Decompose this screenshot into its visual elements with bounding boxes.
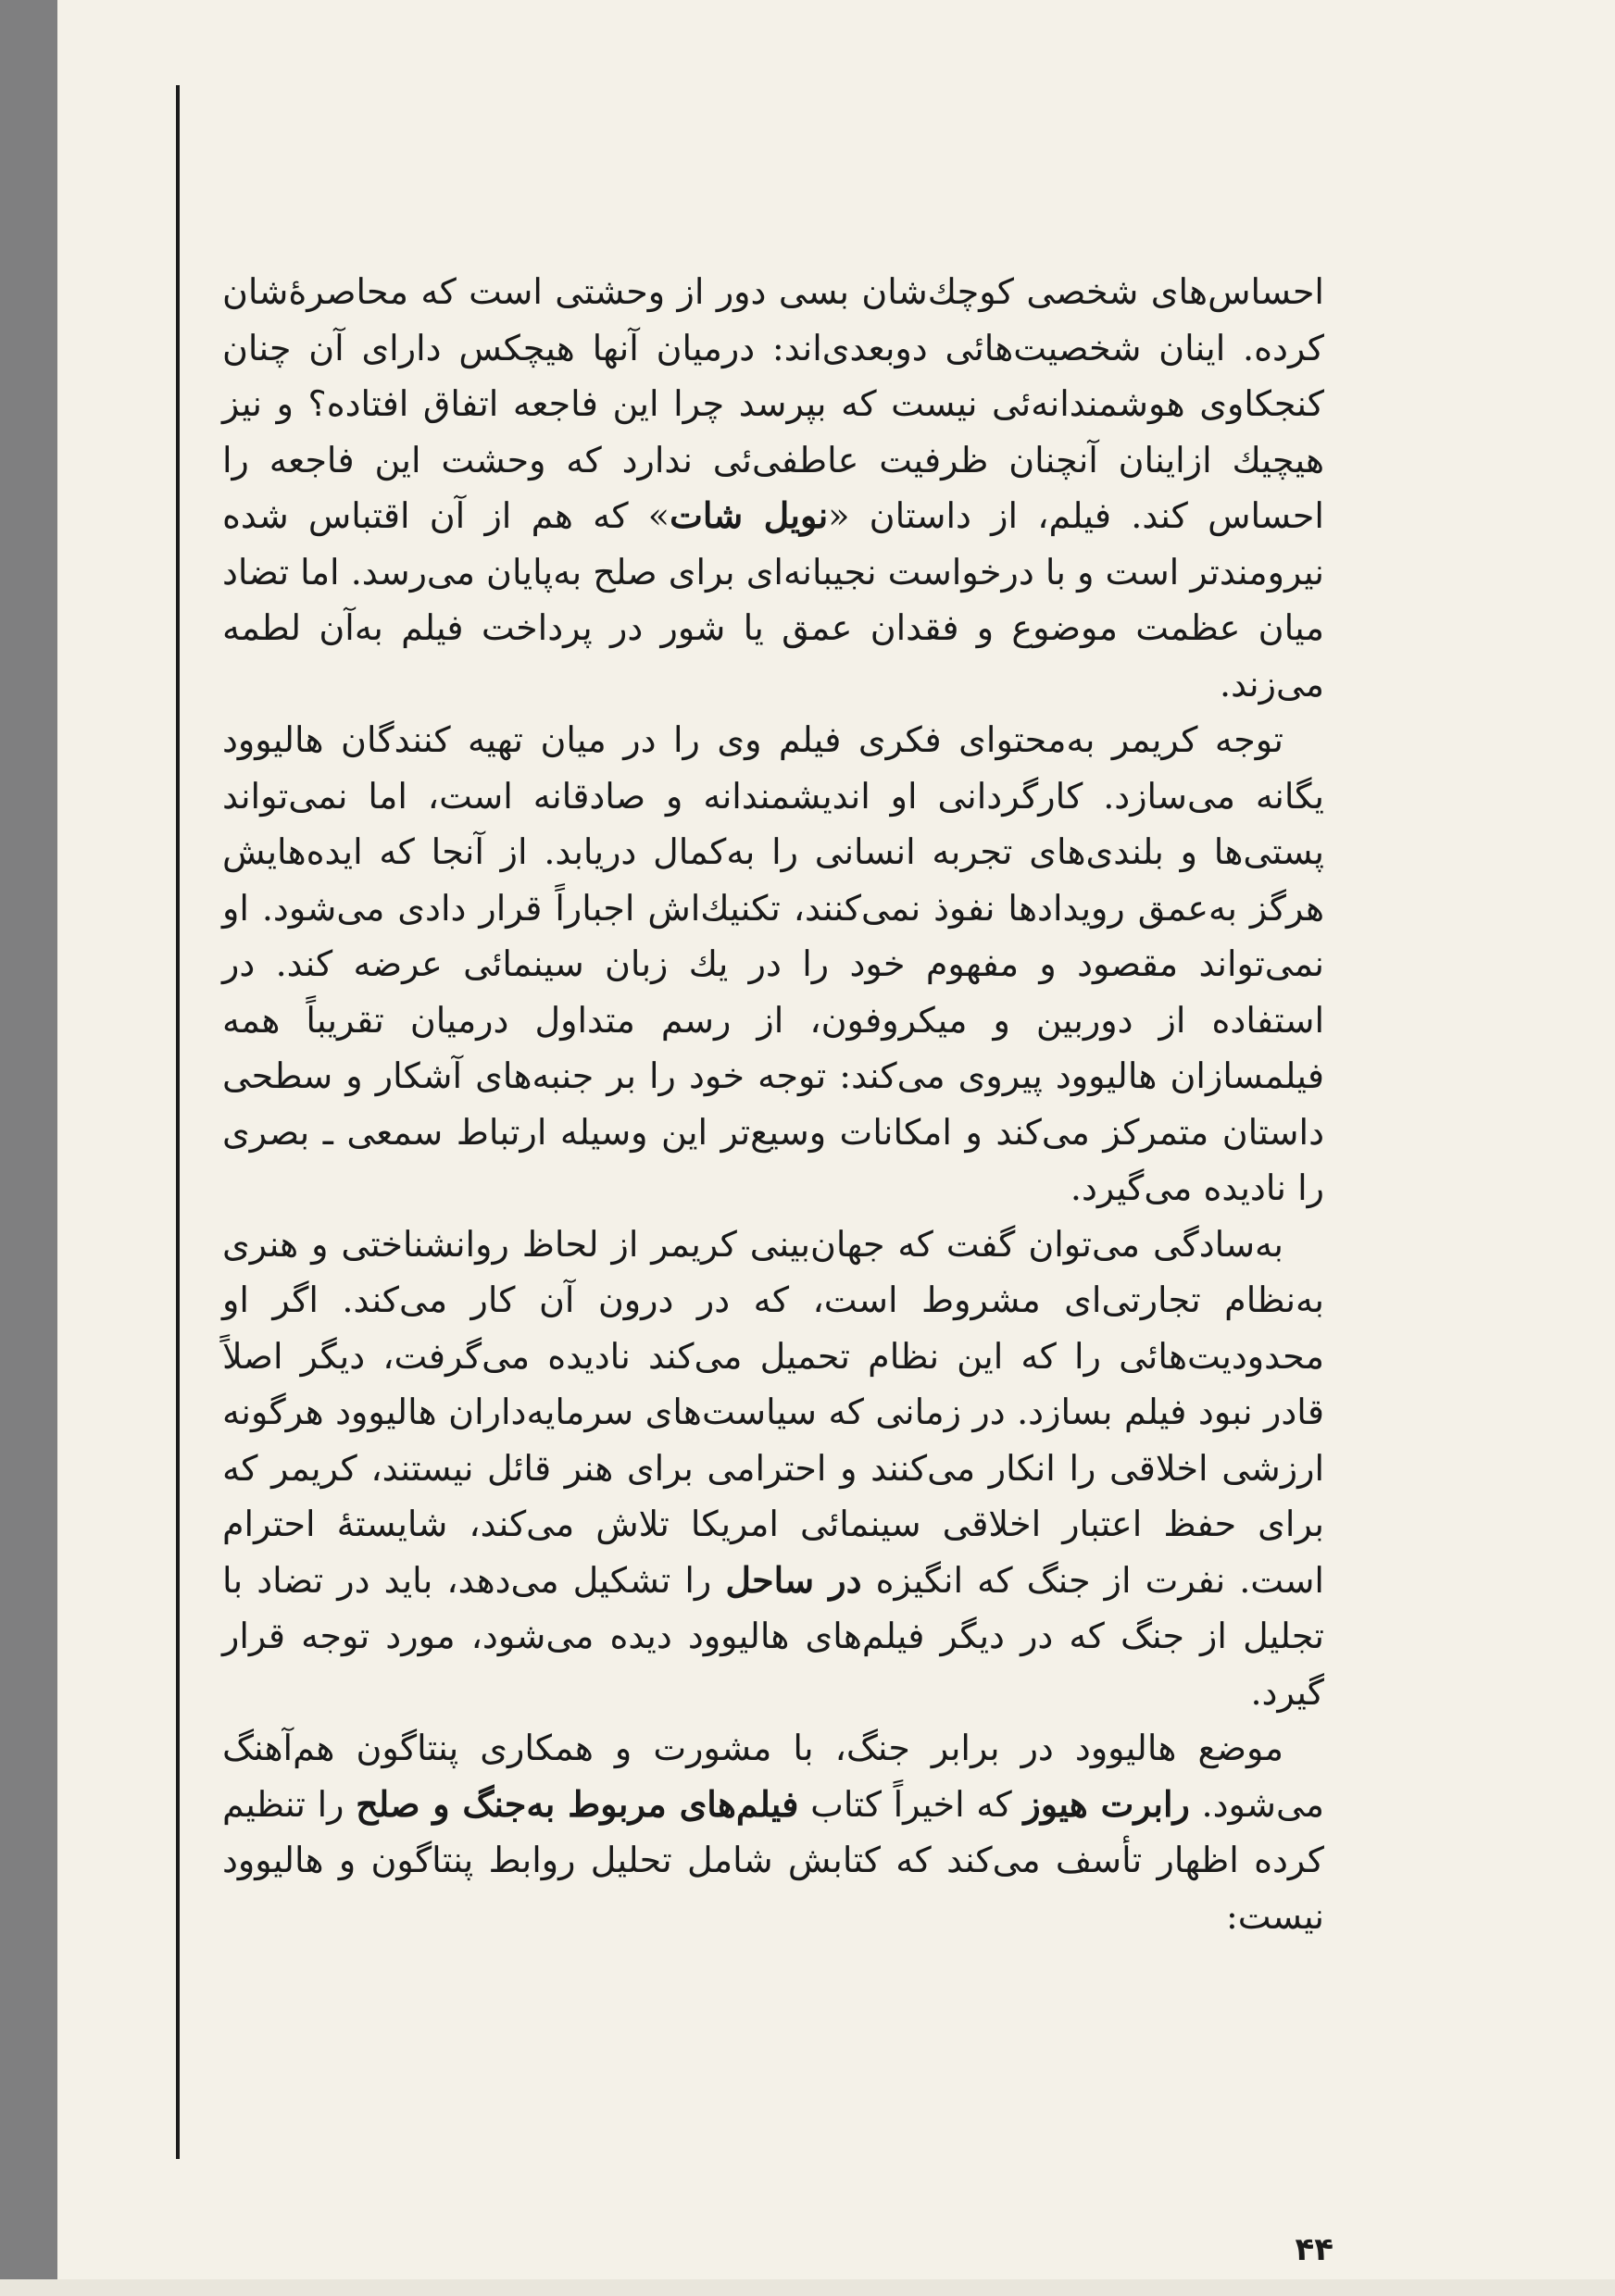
- scan-bottom-edge: [0, 2279, 1615, 2296]
- page-number: ۴۴: [1295, 2231, 1333, 2268]
- text-run: که اخیراً کتاب: [798, 1783, 1024, 1825]
- text-run: به‌سادگی می‌توان گفت که جهان‌بینی کریمر از لحاظ روانشناختی و هنری به‌نظام تجارتی‌ای مشروط است، که در درون آن کار می‌کند. اگر او محدودیت‌هائی را که این نظام تحمیل می‌کند نادیده می‌گرفت، دیگر اصلاً قادر نبود فیلم بسازد. در زمانی که سیاست‌های سرمایه‌داران هالیوود هرگونه ارزشی اخلاقی را انکار می‌کنند و احترامی برای هنر قائل نیستند، کریمر که برای حفظ اعتبار اخلاقی سینمائی امریکا تلاش می‌کند، شایستهٔ احترام است. نفرت از جنگ که انگیزه: [222, 1223, 1324, 1601]
- paragraph-3: [222, 1217, 1324, 1721]
- text-run: احساس‌های شخصی کوچك‌شان بسی دور از وحشتی است که محاصرهٔ‌شان کرده. اینان شخصیت‌هائی دوبعدی‌اند: درمیان آنها هیچکس دارای آن چنان کنجکاوی هوشمندانه‌ئی نیست که بپرسد چرا این فاجعه اتفاق افتاده؟ و نیز هیچیك ازاینان آنچنان ظرفیت عاطفی‌ئی ندارد که وحشت این فاجعه را احساس کند. فیلم، از داستان «: [222, 271, 1324, 536]
- paragraph-2: [222, 712, 1324, 1217]
- margin-rule: [176, 85, 180, 2159]
- bold-title: در ساحل: [725, 1558, 862, 1601]
- paragraph-1: [222, 264, 1324, 712]
- page-body: [222, 264, 1324, 1944]
- text-run: توجه کریمر به‌محتوای فکری فیلم وی را در میان تهیه کنندگان هالیوود یگانه می‌سازد. کارگردانی او اندیشمندانه و صادقانه است، اما نمی‌تواند پستی‌ها و بلندی‌های تجربه انسانی را به‌کمال دریابد. از آنجا که ایده‌هایش هرگز به‌عمق رویدادها نفوذ نمی‌کنند، تکنیك‌اش اجباراً قرار دادی می‌شود. او نمی‌تواند مقصود و مفهوم خود را در یك زبان سینمائی عرضه کند. در استفاده از دوربین و میکروفون، از رسم متداول درمیان تقریباً همه فیلمسازان هالیوود پیروی می‌کند: توجه خود را بر جنبه‌های آشکار و سطحی داستان متمرکز می‌کند و امکانات وسیع‌تر این وسیله ارتباط سمعی ـ بصری را نادیده می‌گیرد.: [222, 719, 1324, 1208]
- text-run: را تنظیم کرده اظهار تأسف می‌کند که کتابش شامل تحلیل روابط پنتاگون و هالیوود نیست:: [222, 1783, 1324, 1937]
- text-run: » که هم از آن اقتباس شده نیرومندتر است و با درخواست نجیبانه‌ای برای صلح به‌پایان می‌رسد. اما تضاد میان عظمت موضوع و فقدان عمق یا شور در پرداخت فیلم به‌آن لطمه می‌زند.: [222, 495, 1324, 705]
- bold-title: رابرت هیوز: [1023, 1782, 1190, 1825]
- paragraph-4: [222, 1720, 1324, 1944]
- text-run: را تشکیل می‌دهد، باید در تضاد با تجلیل از جنگ که در دیگر فیلم‌های هالیوود دیده می‌شود، مورد توجه قرار گیرد.: [222, 1559, 1324, 1713]
- text-run: موضع هالیوود در برابر جنگ، با مشورت و همکاری پنتاگون هم‌آهنگ می‌شود.: [222, 1728, 1324, 1825]
- bold-title: فیلم‌های مربوط به‌جنگ و صلح: [356, 1782, 799, 1825]
- bold-title: نویل شات: [670, 494, 829, 536]
